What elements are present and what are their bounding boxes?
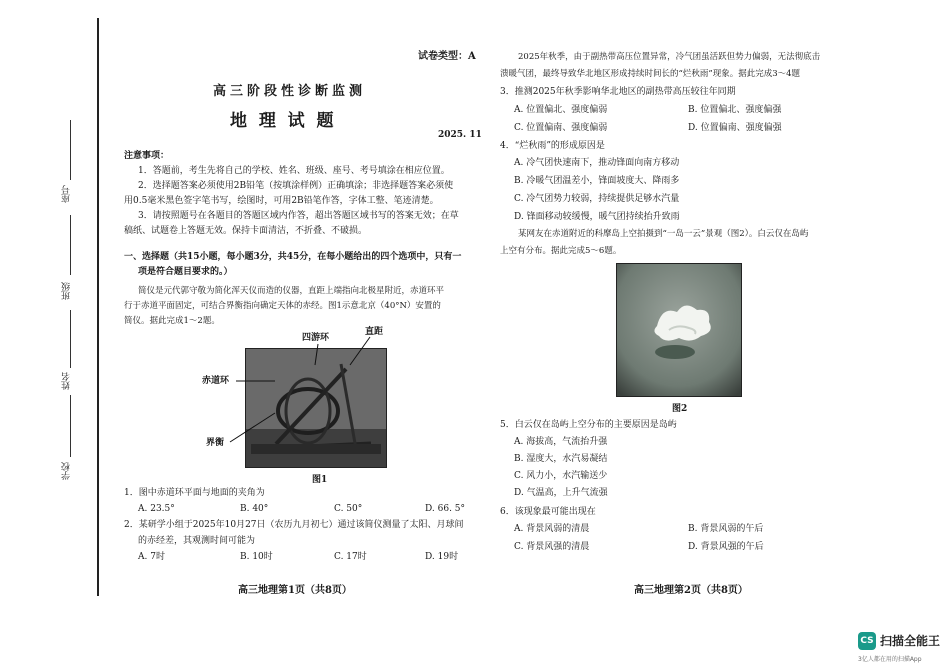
q1-option-c: C. 50° xyxy=(334,504,363,514)
binding-line xyxy=(97,18,99,596)
q2-stem: 2．某研学小组于2025年10月27日（农历九月初七）通过该简仪测量了太阳、月球间 xyxy=(124,520,464,530)
fig2-caption: 图2 xyxy=(672,404,688,414)
notes-heading: 注意事项： xyxy=(124,151,170,161)
fig1-label-sihuan: 四游环 xyxy=(302,333,330,343)
fig1-leader-lines xyxy=(200,325,390,455)
q4-option-d: D. 锋面移动较缓慢，暖气团持续抬升致雨 xyxy=(514,212,680,222)
q1-option-a: A. 23.5° xyxy=(138,504,175,514)
intro-line: 行于赤道平面固定，可结合界衡指向确定天体的赤经。图1示意北京（40°N）安置的 xyxy=(124,301,441,311)
fig1-label-jieheng: 界衡 xyxy=(206,438,225,448)
q3-option-d: D. 位置偏南、强度偏强 xyxy=(688,123,782,133)
school-rule xyxy=(70,395,71,457)
class-label: 班级 xyxy=(62,282,72,300)
intro-line: 简仪是元代郭守敬为简化浑天仪而造的仪器，直距上端指向北极星附近，赤道环平 xyxy=(138,286,445,296)
name-rule xyxy=(70,310,71,368)
q6-option-b: B. 背景风弱的午后 xyxy=(688,524,764,534)
q1-stem: 1．图中赤道环平面与地面的夹角为 xyxy=(124,488,265,498)
exam-title: 高三阶段性诊断监测 xyxy=(213,84,367,99)
page2-footer: 高三地理第2页（共8页） xyxy=(634,585,748,596)
q1-option-d: D. 66. 5° xyxy=(425,504,466,514)
school-label: 学校 xyxy=(62,462,72,480)
section1-heading: 一、选择题（共15小题，每小题3分，共45分，在每小题给出的四个选项中，只有一 xyxy=(124,252,462,262)
q5-option-a: A. 海拔高，气流抬升强 xyxy=(514,437,608,447)
q2-option-d: D. 19时 xyxy=(425,552,459,562)
p2-intro2-line: 某网友在赤道附近的科摩岛上空拍摄到“一岛一云”景观（图2）。白云仅在岛屿 xyxy=(518,229,809,239)
q5-option-c: C. 风力小，水汽输送少 xyxy=(514,471,608,481)
note-line: 用0.5毫米黑色签字笔书写，绘图时，可用2B铅笔作答，字体工整、笔迹清楚。 xyxy=(124,196,439,206)
seat-label: 座号 xyxy=(62,185,72,203)
fig1-caption: 图1 xyxy=(312,475,328,485)
q3-option-b: B. 位置偏北、强度偏强 xyxy=(688,105,782,115)
q4-option-c: C. 冷气团势力较弱，持续提供足够水汽量 xyxy=(514,194,680,204)
q3-option-a: A. 位置偏北、强度偏弱 xyxy=(514,105,608,115)
exam-date: 2025. 11 xyxy=(438,130,482,140)
q4-stem: 4．“烂秋雨”的形成原因是 xyxy=(500,141,605,151)
section1-heading-cont: 项是符合题目要求的。） xyxy=(138,267,233,277)
q3-stem: 3．推测2025年秋季影响华北地区的副热带高压较往年同期 xyxy=(500,87,736,97)
intro-line: 简仪。据此完成1～2题。 xyxy=(124,316,220,326)
p2-intro-line: 溃暖气团，最终导致华北地区形成持续时间长的“烂秋雨”现象。据此完成3～4题 xyxy=(500,69,801,79)
camscanner-logo: CS xyxy=(858,632,876,650)
q6-stem: 6．该现象最可能出现在 xyxy=(500,507,596,517)
note-line: 1．答题前，考生先将自己的学校、姓名、班级、座号、考号填涂在相应位置。 xyxy=(138,166,450,176)
p2-intro-line: 2025年秋季，由于副热带高压位置异常，冷气团虽活跃但势力偏弱，无法彻底击 xyxy=(518,52,821,62)
p2-intro2-line: 上空有分布。据此完成5～6题。 xyxy=(500,246,622,256)
q2-option-c: C. 17时 xyxy=(334,552,367,562)
seat-rule xyxy=(70,120,71,180)
page1-footer: 高三地理第1页（共8页） xyxy=(238,585,352,596)
q4-option-a: A. 冷气团快速南下，推动锋面向南方移动 xyxy=(514,158,680,168)
q5-option-b: B. 湿度大，水汽易凝结 xyxy=(514,454,608,464)
note-line: 3．请按照题号在各题目的答题区域内作答，超出答题区域书写的答案无效；在草 xyxy=(138,211,459,221)
watermark-title: 扫描全能王 xyxy=(880,634,941,648)
fig1-label-zhiju: 直距 xyxy=(365,327,384,337)
q4-option-b: B. 冷暖气团温差小，锋面坡度大、降雨多 xyxy=(514,176,680,186)
name-label: 姓名 xyxy=(62,372,72,390)
figure2-photo xyxy=(616,263,742,397)
q3-option-c: C. 位置偏南、强度偏弱 xyxy=(514,123,608,133)
note-line: 稿纸、试题卷上答题无效。保持卡面清洁，不折叠、不破损。 xyxy=(124,226,368,236)
watermark-subtitle: 3亿人都在用的扫描App xyxy=(858,656,922,663)
q6-option-a: A. 背景风弱的清晨 xyxy=(514,524,590,534)
class-rule xyxy=(70,215,71,275)
q1-option-b: B. 40° xyxy=(240,504,269,514)
subject-title: 地 理 试 题 xyxy=(230,111,334,131)
paper-type: 试卷类型：A xyxy=(418,51,476,62)
q6-option-d: D. 背景风强的午后 xyxy=(688,542,764,552)
q6-option-c: C. 背景风强的清晨 xyxy=(514,542,590,552)
q2-option-b: B. 10时 xyxy=(240,552,273,562)
q2-stem-cont: 的赤经差，其观测时间可能为 xyxy=(138,536,256,546)
q5-option-d: D. 气温高，上升气流强 xyxy=(514,488,608,498)
q5-stem: 5．白云仅在岛屿上空分布的主要原因是岛屿 xyxy=(500,420,677,430)
fig1-label-chidao: 赤道环 xyxy=(202,376,230,386)
q2-option-a: A. 7时 xyxy=(138,552,165,562)
note-line: 2．选择题答案必须使用2B铅笔（按填涂样例）正确填涂；非选择题答案必须使 xyxy=(138,181,454,191)
